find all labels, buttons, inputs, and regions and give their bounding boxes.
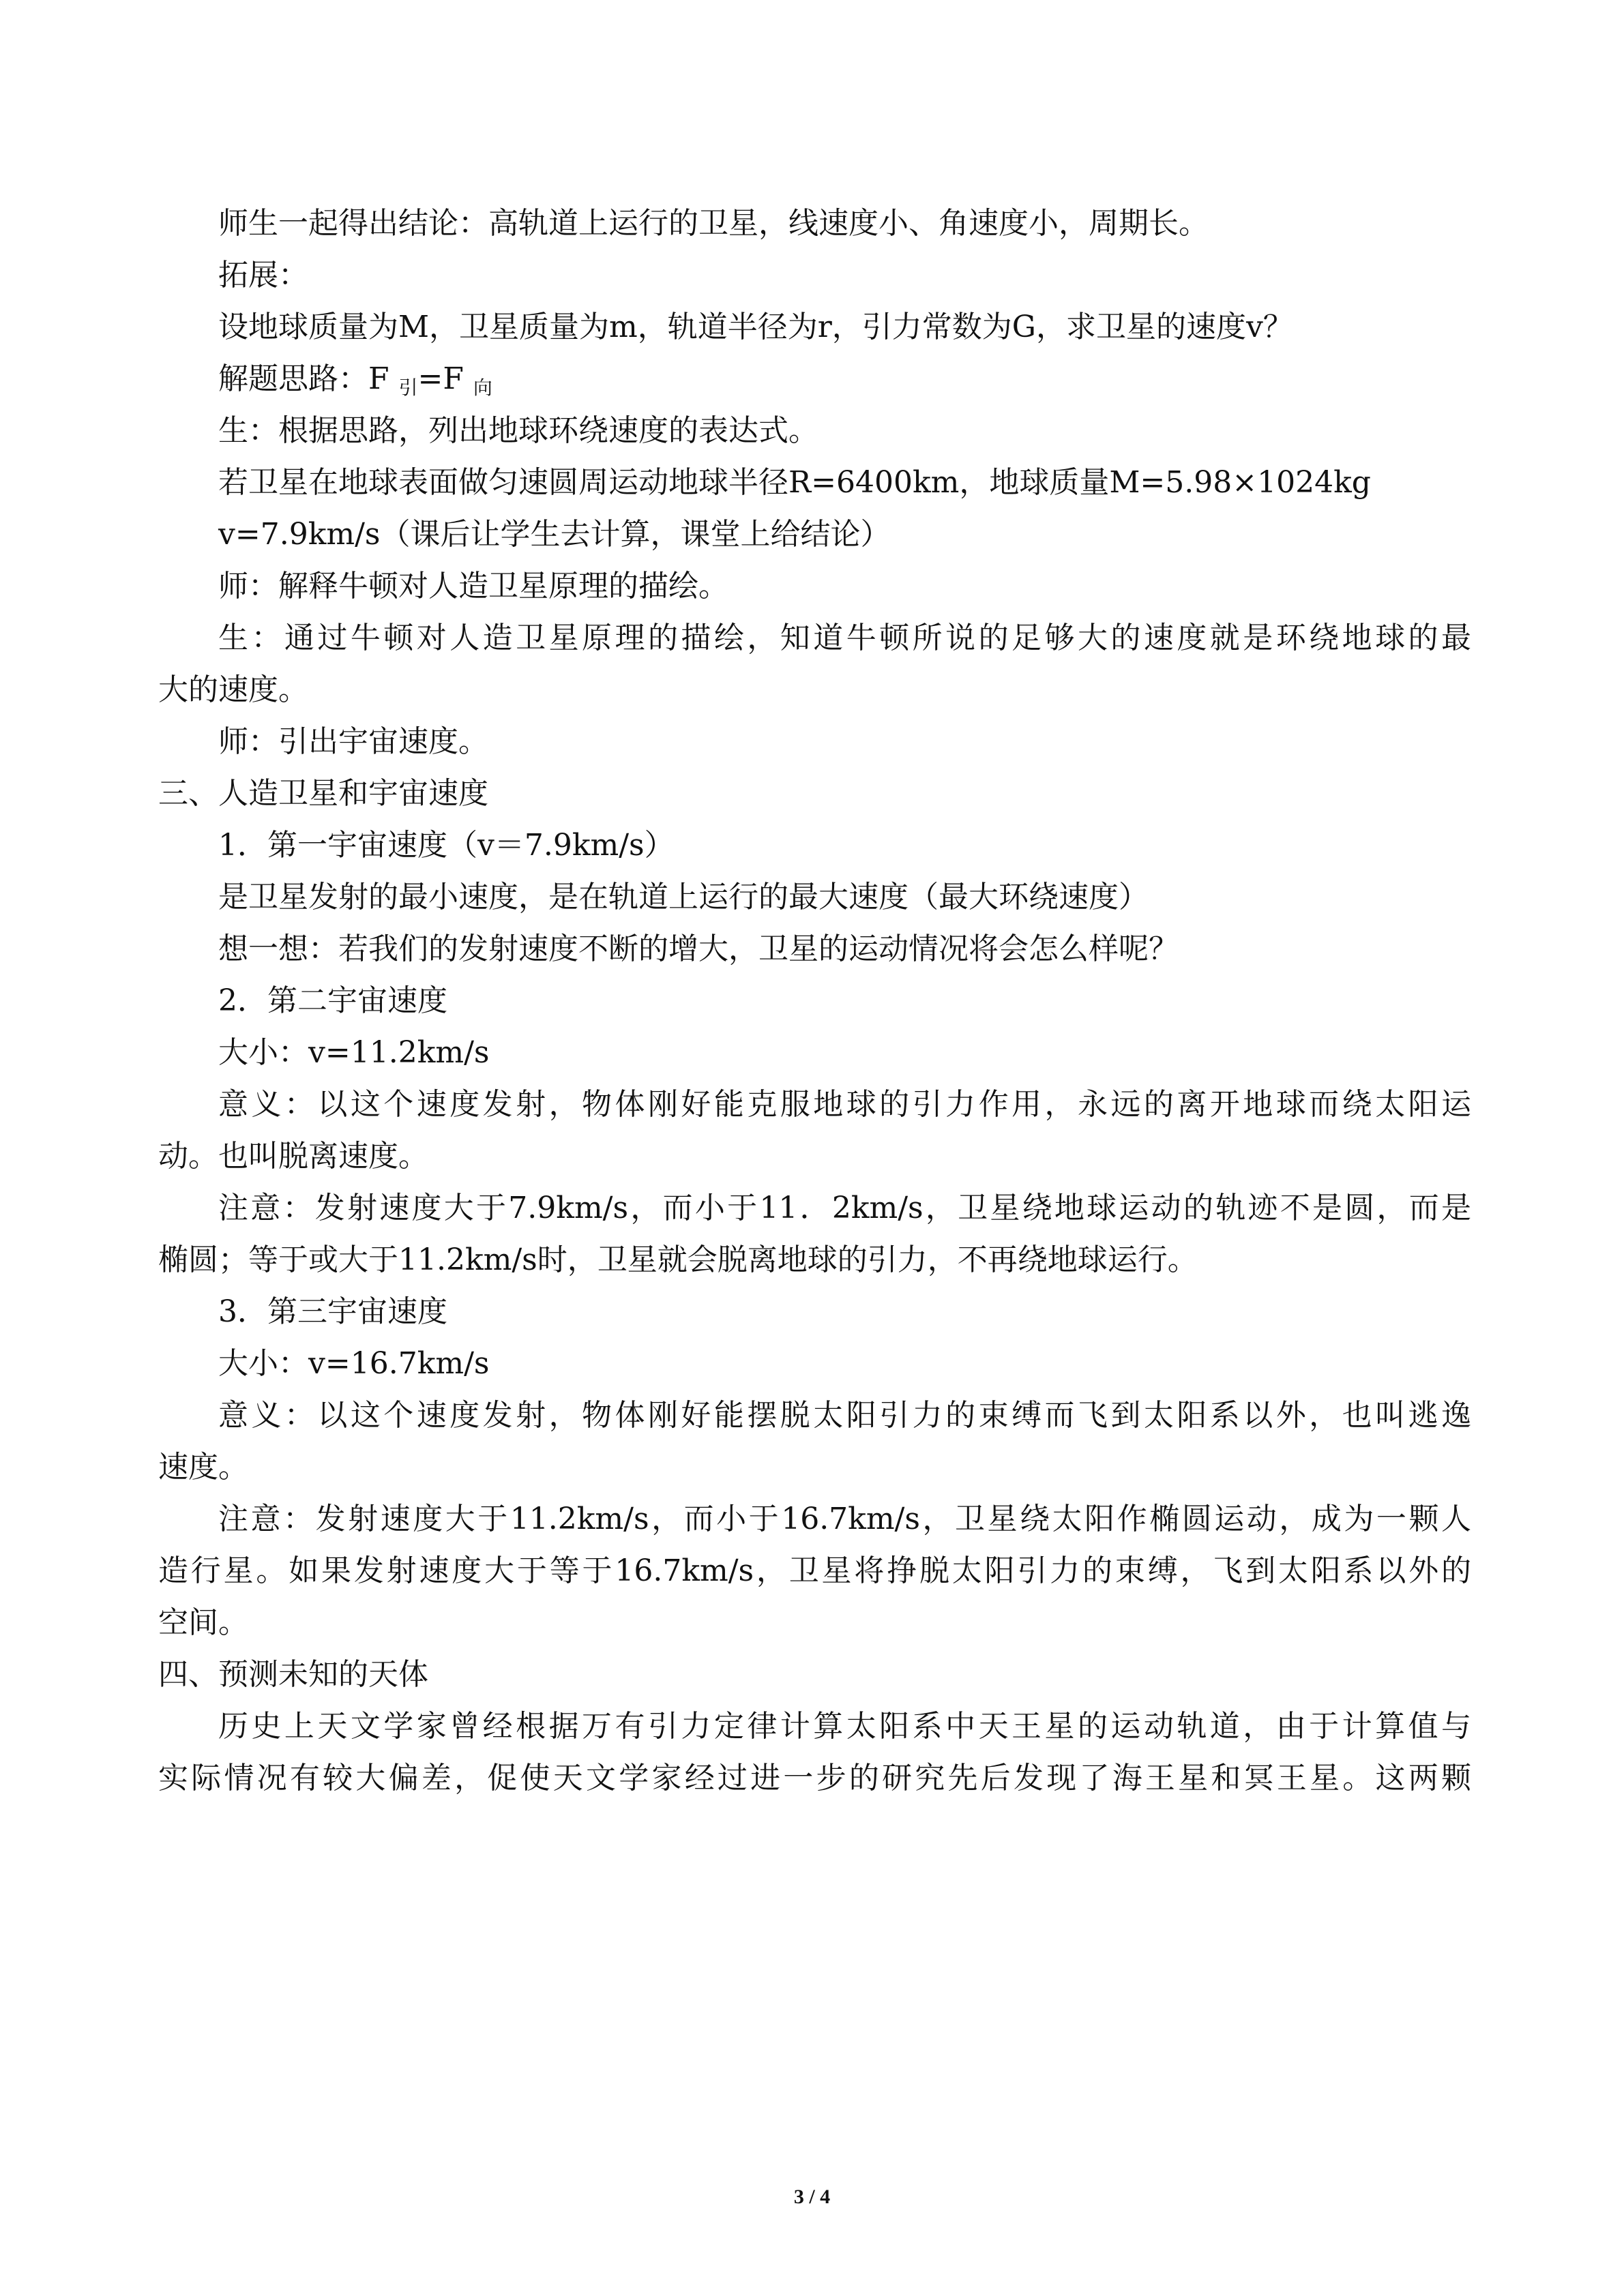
formula-line	[158, 353, 1471, 405]
paragraph-line: 想一想：若我们的发射速度不断的增大，卫星的运动情况将会怎么样呢？	[218, 931, 1179, 966]
paragraph-line: 是卫星发射的最小速度，是在轨道上运行的最大速度（最大环绕速度）	[218, 880, 1149, 914]
paragraph-line: v=7.9km/s（课后让学生去计算，课堂上给结论）	[218, 517, 891, 552]
paragraph-line: 空间。	[158, 1605, 248, 1640]
paragraph-line: 师：引出宇宙速度。	[218, 724, 488, 759]
paragraph-line: 注意：发射速度大于11.2km/s，而小于16.7km/s，卫星绕太阳作椭圆运动，成为一颗人	[218, 1502, 1471, 1536]
paragraph-line: 实际情况有较大偏差，促使天文学家经过进一步的研究先后发现了海王星和冥王星。这两颗	[158, 1761, 1471, 1795]
subscript: 引	[398, 376, 418, 399]
paragraph-line: 生：通过牛顿对人造卫星原理的描绘，知道牛顿所说的足够大的速度就是环绕地球的最	[218, 621, 1471, 655]
paragraph-line: 历史上天文学家曾经根据万有引力定律计算太阳系中天王星的运动轨道，由于计算值与	[218, 1709, 1471, 1744]
subsection-heading: 2．第二宇宙速度	[218, 983, 447, 1018]
page-number: 3 / 4	[793, 2186, 831, 2208]
paragraph-line: 拓展：	[218, 258, 308, 293]
document-body	[158, 198, 1471, 1804]
paragraph-line: 造行星。如果发射速度大于等于16.7km/s，卫星将挣脱太阳引力的束缚，飞到太阳系以外的	[158, 1553, 1471, 1588]
paragraph-line: 若卫星在地球表面做匀速圆周运动地球半径R=6400km，地球质量M=5.98×1024kg	[218, 465, 1371, 500]
paragraph-line: 师生一起得出结论：高轨道上运行的卫星，线速度小、角速度小，周期长。	[218, 206, 1209, 241]
section-heading: 四、预测未知的天体	[158, 1657, 428, 1692]
paragraph-line: 意义：以这个速度发射，物体刚好能摆脱太阳引力的束缚而飞到太阳系以外，也叫逃逸	[218, 1398, 1471, 1433]
paragraph-line: 大的速度。	[158, 672, 308, 707]
paragraph-line: 生：根据思路，列出地球环绕速度的表达式。	[218, 413, 818, 448]
paragraph-line: 动。也叫脱离速度。	[158, 1139, 428, 1174]
paragraph-line: 椭圆；等于或大于11.2km/s时，卫星就会脱离地球的引力，不再绕地球运行。	[158, 1242, 1198, 1277]
paragraph-line: 设地球质量为M，卫星质量为m，轨道半径为r，引力常数为G，求卫星的速度v？	[218, 310, 1293, 344]
paragraph-line: 速度。	[158, 1450, 248, 1485]
section-heading: 三、人造卫星和宇宙速度	[158, 776, 488, 811]
paragraph-line: 大小：v=11.2km/s	[218, 1035, 490, 1070]
paragraph-line: 大小：v=16.7km/s	[218, 1346, 490, 1381]
formula-text: 解题思路：F	[218, 361, 399, 396]
subsection-heading: 1．第一宇宙速度（v＝7.9km/s）	[218, 828, 675, 863]
subscript: 向	[473, 376, 492, 399]
paragraph-line: 意义：以这个速度发射，物体刚好能克服地球的引力作用，永远的离开地球而绕太阳运	[218, 1087, 1471, 1122]
formula-text: =F	[417, 361, 473, 396]
subsection-heading: 3．第三宇宙速度	[218, 1294, 447, 1329]
paragraph-line: 注意：发射速度大于7.9km/s，而小于11．2km/s，卫星绕地球运动的轨迹不是圆，而是	[218, 1191, 1471, 1225]
paragraph-line: 师：解释牛顿对人造卫星原理的描绘。	[218, 569, 728, 603]
